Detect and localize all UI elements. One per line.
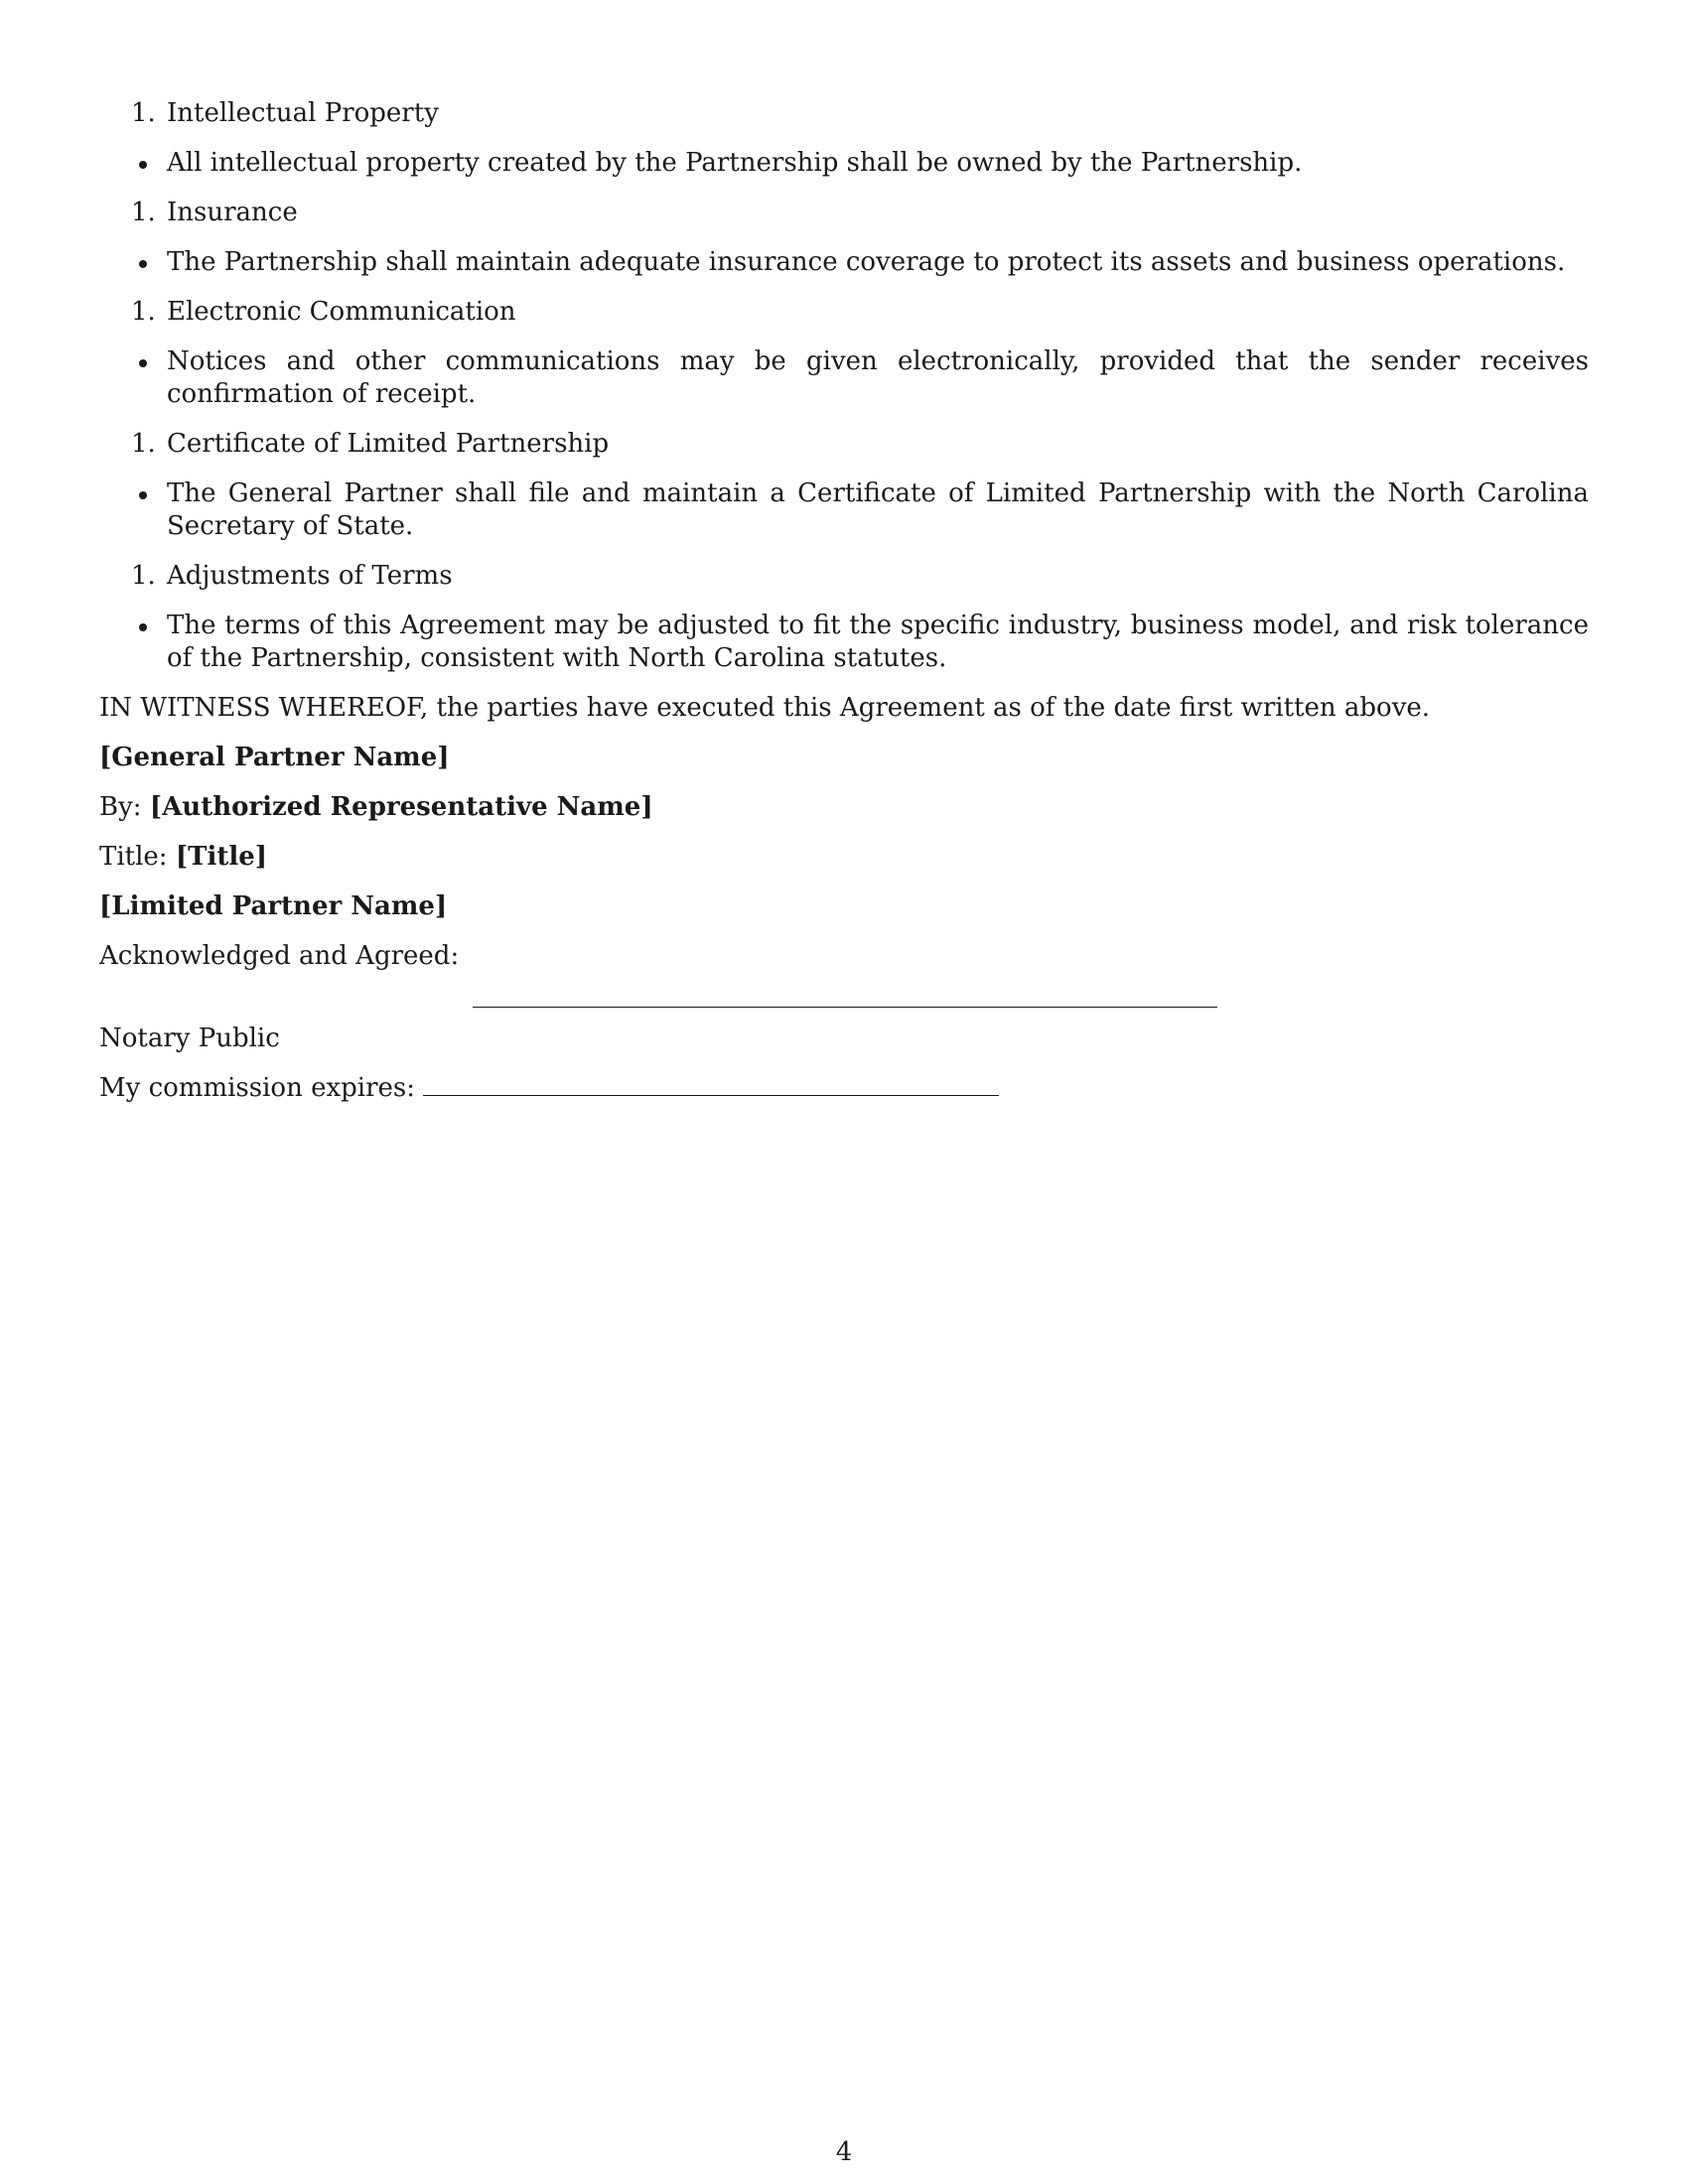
commission-expires-label: My commission expires: — [99, 1073, 416, 1103]
signature-by-line — [99, 791, 1589, 824]
section-body-adjustments — [99, 610, 1589, 675]
limited-partner-name: [Limited Partner Name] — [99, 891, 448, 921]
section-heading-text: Electronic Communication — [167, 297, 516, 327]
section-heading-text: Insurance — [167, 198, 298, 227]
section-body-text: The Partnership shall maintain adequate insurance coverage to protect its assets and business operations. — [167, 247, 1566, 277]
commission-expires-blank-line — [423, 1077, 999, 1096]
witness-clause: IN WITNESS WHEREOF, the parties have executed this Agreement as of the date first written above. — [99, 693, 1431, 723]
section-heading-text: Intellectual Property — [167, 98, 439, 128]
section-number: 1. — [131, 98, 156, 128]
section-body-insurance — [99, 246, 1589, 279]
section-heading-intellectual-property — [99, 97, 1589, 130]
title-label: Title: — [99, 842, 168, 872]
section-body-text: The terms of this Agreement may be adjusted to fit the specific industry, business model, and risk tolerance of the Partnership, consistent with North Carolina statutes. — [167, 611, 1589, 673]
notary-signature-line — [473, 1007, 1217, 1008]
section-body-text: All intellectual property created by the Partnership shall be owned by the Partnership. — [167, 148, 1303, 178]
by-label: By: — [99, 792, 142, 822]
document-body — [99, 97, 1589, 1122]
bullet-icon — [139, 161, 147, 169]
section-number: 1. — [131, 198, 156, 227]
section-heading-certificate — [99, 428, 1589, 461]
section-heading-adjustments — [99, 560, 1589, 593]
section-number: 1. — [131, 561, 156, 591]
section-body-intellectual-property — [99, 147, 1589, 180]
acknowledged-and-agreed: Acknowledged and Agreed: — [99, 941, 460, 971]
page-number: 4 — [835, 2137, 853, 2167]
section-number: 1. — [131, 429, 156, 459]
general-partner-name: [General Partner Name] — [99, 743, 450, 772]
section-heading-electronic-communication — [99, 296, 1589, 329]
authorized-representative-name: [Authorized Representative Name] — [149, 792, 653, 822]
section-body-text: The General Partner shall file and maintain a Certificate of Limited Partnership with the North Carolina Secretary of State. — [167, 478, 1589, 541]
notary-signature-area — [99, 973, 1589, 1023]
section-heading-insurance — [99, 197, 1589, 229]
title-value: [Title] — [175, 842, 268, 872]
section-heading-text: Certificate of Limited Partnership — [167, 429, 610, 459]
section-body-electronic-communication — [99, 345, 1589, 411]
notary-public-label: Notary Public — [99, 1024, 280, 1053]
section-number: 1. — [131, 297, 156, 327]
commission-expires-line — [99, 1072, 1589, 1105]
section-heading-text: Adjustments of Terms — [167, 561, 453, 591]
bullet-icon — [139, 260, 147, 268]
bullet-icon — [139, 623, 147, 631]
bullet-icon — [139, 491, 147, 499]
signature-title-line — [99, 841, 1589, 874]
bullet-icon — [139, 359, 147, 367]
section-body-text: Notices and other communications may be given electronically, provided that the sender receives confirmation of receipt. — [167, 346, 1589, 409]
section-body-certificate — [99, 478, 1589, 543]
